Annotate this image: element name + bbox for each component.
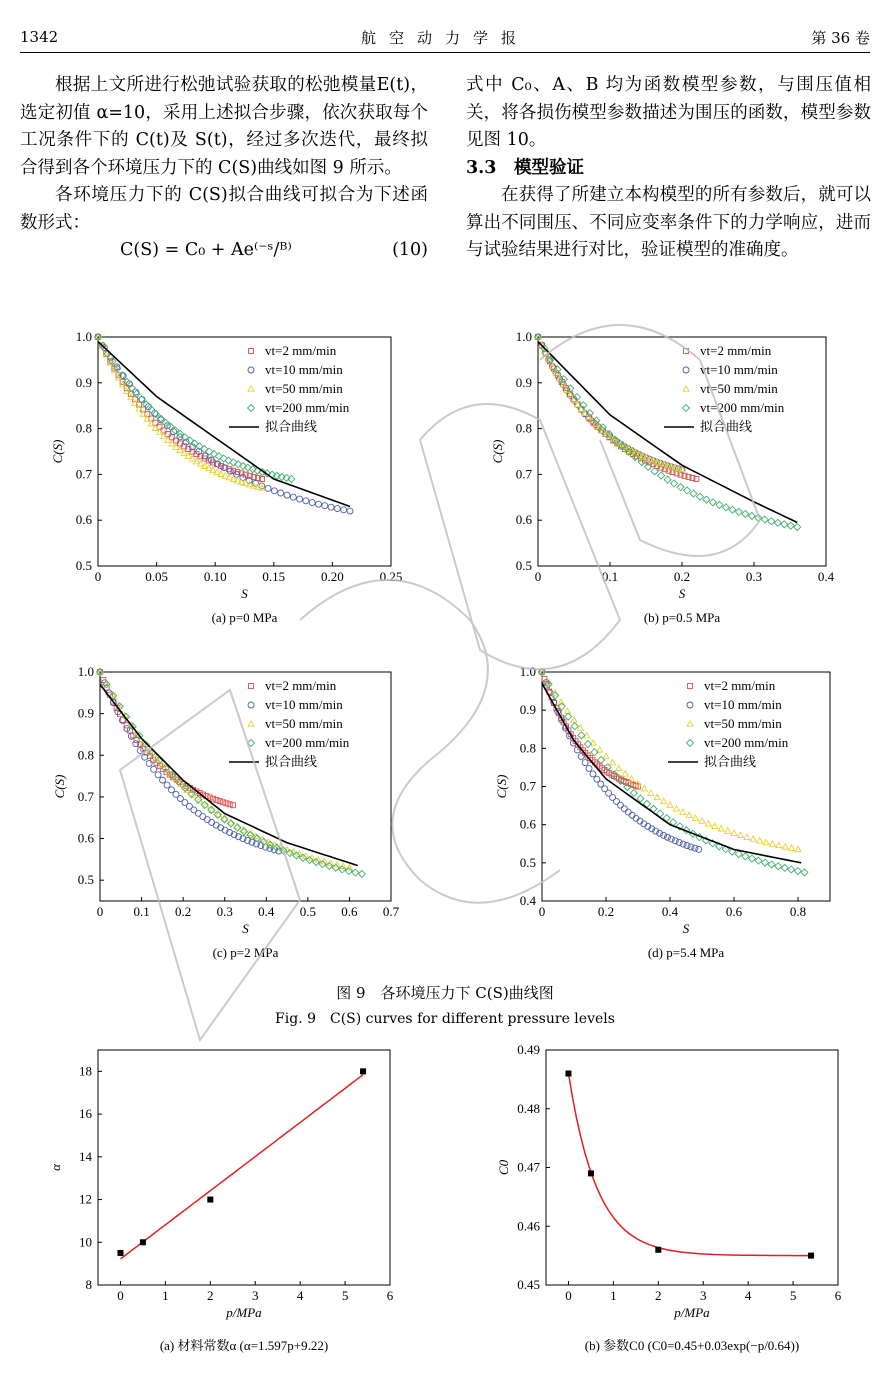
data-point — [155, 772, 161, 778]
data-point — [290, 494, 296, 500]
x-axis-label: S — [242, 921, 249, 936]
data-point — [278, 490, 284, 496]
legend-label: 拟合曲线 — [265, 754, 318, 769]
data-point — [684, 487, 691, 494]
data-point — [687, 740, 694, 747]
data-point — [265, 485, 271, 491]
plot-frame — [98, 1050, 390, 1285]
data-point — [629, 776, 635, 781]
data-point — [725, 828, 731, 833]
y-tick-label: 0.5 — [75, 558, 92, 573]
y-tick-label: 0.9 — [75, 374, 92, 390]
data-point — [248, 721, 254, 726]
x-tick-label: 6 — [386, 1288, 394, 1303]
y-axis-label: C(S) — [52, 774, 67, 799]
y-tick-label: 1.0 — [515, 329, 532, 344]
data-point — [683, 367, 689, 373]
data-point — [160, 777, 166, 783]
data-point — [684, 843, 690, 849]
x-tick-label: 0 — [538, 904, 546, 919]
legend-label: vt=50 mm/min — [700, 381, 778, 396]
y-tick-label: 8 — [85, 1277, 92, 1292]
data-point — [309, 500, 315, 506]
chart-caption: (b) p=0.5 MPa — [643, 610, 721, 625]
x-tick-label: 0.15 — [262, 569, 286, 584]
y-tick-label: 0.7 — [515, 466, 532, 482]
right-column — [466, 72, 871, 265]
legend-label: vt=50 mm/min — [265, 716, 343, 731]
legend-label: vt=10 mm/min — [704, 697, 782, 712]
legend-label: vt=2 mm/min — [700, 343, 772, 358]
data-point — [731, 830, 737, 835]
data-point — [788, 866, 795, 873]
legend-label: vt=10 mm/min — [265, 697, 343, 712]
paragraph: 式中 C₀、A、B 均为函数模型参数，与围压值相关，将各损伤模型参数描述为围压的函数，模型参数见图 10。 — [466, 75, 871, 150]
data-point — [616, 765, 622, 770]
data-point — [781, 864, 788, 871]
x-axis-label: p/MPa — [674, 1305, 710, 1320]
data-point — [763, 839, 769, 844]
data-point — [213, 822, 219, 828]
y-tick-label: 0.9 — [77, 705, 94, 721]
y-tick-label: 0.6 — [515, 512, 532, 528]
x-tick-label: 4 — [296, 1288, 304, 1303]
data-point — [341, 507, 347, 513]
data-point — [586, 765, 592, 771]
y-tick-label: 0.45 — [517, 1277, 540, 1292]
x-tick-label: 1 — [162, 1288, 169, 1303]
data-point — [578, 753, 584, 759]
data-point — [117, 1250, 123, 1256]
y-tick-label: 0.8 — [75, 420, 92, 436]
x-tick-label: 6 — [834, 1288, 842, 1303]
data-point — [582, 760, 588, 766]
data-point — [709, 499, 716, 506]
plot-frame — [538, 337, 826, 566]
data-point — [774, 519, 781, 526]
x-tick-label: 2 — [655, 1288, 662, 1303]
data-point — [748, 855, 755, 862]
x-tick-label: 0.10 — [203, 569, 227, 584]
plot-frame — [100, 672, 391, 901]
equation-number: (10) — [392, 240, 428, 260]
figure-9-caption-en: Fig. 9 C(S) curves for different pressure levels — [275, 1011, 615, 1027]
x-tick-label: 0.4 — [817, 569, 835, 584]
x-tick-label: 0.7 — [382, 904, 400, 919]
x-tick-label: 0 — [96, 904, 104, 919]
y-axis-label: α — [48, 1164, 63, 1171]
data-point — [680, 841, 686, 847]
data-point — [697, 493, 704, 500]
legend-label: 拟合曲线 — [265, 419, 318, 434]
legend-label: 拟合曲线 — [704, 754, 757, 769]
data-point — [781, 521, 788, 528]
data-point — [613, 798, 619, 804]
chart-9c — [30, 660, 430, 970]
data-point — [211, 796, 216, 801]
data-point — [703, 496, 710, 503]
fit-curve — [121, 1075, 364, 1259]
y-tick-label: 0.5 — [77, 872, 94, 888]
legend-label: vt=2 mm/min — [265, 678, 337, 693]
data-point — [322, 503, 328, 509]
x-tick-label: 3 — [251, 1288, 259, 1303]
data-point — [687, 721, 693, 726]
data-point — [750, 836, 756, 841]
y-tick-label: 0.49 — [517, 1042, 540, 1057]
data-point — [303, 498, 309, 504]
data-point — [220, 455, 227, 462]
data-point — [737, 832, 743, 837]
data-point — [297, 496, 303, 502]
y-tick-label: 0.5 — [515, 558, 532, 573]
data-point — [200, 814, 206, 820]
chart-caption: (c) p=2 MPa — [212, 945, 279, 960]
x-tick-label: 2 — [207, 1288, 214, 1303]
x-tick-label: 0.1 — [133, 904, 150, 919]
legend-label: vt=200 mm/min — [700, 400, 785, 415]
data-point — [769, 841, 775, 846]
data-point — [315, 501, 321, 507]
data-point — [248, 702, 254, 708]
legend-label: vt=50 mm/min — [704, 716, 782, 731]
data-point — [705, 821, 711, 826]
data-point — [207, 1197, 213, 1203]
y-tick-label: 0.9 — [519, 702, 536, 718]
x-tick-label: 5 — [341, 1288, 349, 1303]
x-tick-label: 0.2 — [673, 569, 691, 584]
left-column — [20, 72, 428, 265]
x-axis-label: p/MPa — [226, 1305, 262, 1320]
data-point — [571, 723, 578, 730]
x-tick-label: 0.6 — [341, 904, 358, 919]
data-point — [748, 512, 755, 519]
data-point — [699, 818, 705, 823]
chart-9a — [30, 325, 430, 635]
data-point — [248, 405, 255, 412]
data-point — [680, 809, 686, 814]
data-point — [795, 846, 801, 851]
data-point — [673, 806, 679, 811]
data-point — [584, 741, 591, 748]
data-point — [151, 766, 157, 772]
x-tick-label: 0.3 — [216, 904, 233, 919]
data-point — [641, 786, 647, 791]
equation-10 — [20, 237, 428, 265]
data-point — [206, 448, 213, 455]
data-point — [676, 839, 682, 845]
paragraph: 各环境压力下的 C(S)拟合曲线可拟合为下述函数形式： — [20, 185, 428, 233]
data-point — [654, 794, 660, 799]
data-point — [629, 812, 635, 818]
x-tick-label: 0 — [565, 1288, 572, 1303]
y-tick-label: 0.6 — [75, 512, 92, 528]
equation-body: C(S) = C₀ + Ae⁽⁻ˢ/ᴮ⁾ — [120, 240, 292, 260]
y-tick-label: 10 — [79, 1234, 92, 1250]
y-tick-label: 12 — [79, 1191, 92, 1207]
data-point — [687, 702, 693, 708]
y-axis-label: C(S) — [494, 774, 509, 799]
data-point — [672, 838, 678, 844]
data-point — [140, 1239, 146, 1245]
fit-curve — [569, 1074, 812, 1256]
data-point — [661, 798, 667, 803]
data-point — [794, 867, 801, 874]
data-point — [655, 1247, 661, 1253]
data-point — [588, 1170, 594, 1176]
legend-label: vt=200 mm/min — [265, 400, 350, 415]
data-point — [630, 790, 637, 797]
paragraph: 在获得了所建立本构模型的所有参数后，就可以算出不同围压、不同应变率条件下的力学响应，进而与试验结果进行对比，验证模型的准确度。 — [466, 185, 871, 260]
x-axis-label: S — [678, 586, 686, 601]
y-tick-label: 1.0 — [75, 329, 92, 344]
y-tick-label: 14 — [79, 1148, 92, 1164]
legend-label: vt=10 mm/min — [700, 362, 778, 377]
data-point — [787, 522, 794, 529]
data-point — [625, 809, 631, 815]
x-tick-label: 0.25 — [379, 569, 403, 584]
x-tick-label: 1 — [610, 1288, 617, 1303]
y-tick-label: 0.4 — [519, 893, 536, 908]
data-point — [248, 386, 254, 391]
data-point — [249, 349, 254, 354]
section-heading: 3.3 模型验证 — [466, 157, 584, 178]
data-point — [742, 510, 749, 517]
y-tick-label: 0.6 — [519, 816, 536, 832]
x-tick-label: 0.4 — [661, 904, 679, 919]
chart-10a — [30, 1040, 430, 1360]
data-point — [688, 684, 693, 689]
page-header — [20, 18, 870, 53]
data-point — [696, 846, 702, 852]
x-axis-label: S — [682, 921, 690, 936]
x-tick-label: 4 — [744, 1288, 752, 1303]
data-point — [565, 1071, 571, 1077]
x-tick-label: 0.1 — [601, 569, 619, 584]
data-point — [742, 853, 749, 860]
x-tick-label: 0.2 — [597, 904, 615, 919]
data-point — [334, 506, 340, 512]
y-axis-label: C0 — [496, 1159, 511, 1176]
chart-caption: (b) 参数C0 (C0=0.45+0.03exp(−p/0.64)) — [584, 1338, 800, 1353]
data-point — [735, 508, 742, 515]
data-point — [211, 451, 218, 458]
y-tick-label: 0.7 — [519, 778, 536, 794]
data-point — [227, 468, 233, 474]
data-point — [782, 844, 788, 849]
data-point — [761, 516, 768, 523]
legend-label: vt=2 mm/min — [265, 343, 337, 358]
x-tick-label: 0 — [117, 1288, 124, 1303]
data-point — [358, 870, 365, 877]
data-point — [249, 684, 254, 689]
x-tick-label: 0 — [534, 569, 542, 584]
x-tick-label: 0.2 — [175, 904, 192, 919]
data-point — [729, 506, 736, 513]
data-point — [801, 869, 808, 876]
data-point — [768, 518, 775, 525]
y-tick-label: 0.6 — [77, 830, 94, 846]
y-axis-label: C(S) — [50, 439, 65, 464]
data-point — [248, 367, 254, 373]
data-point — [692, 845, 698, 851]
legend-label: vt=50 mm/min — [265, 381, 343, 396]
data-point — [271, 488, 277, 494]
data-point — [571, 717, 577, 722]
legend-label: vt=10 mm/min — [265, 362, 343, 377]
x-tick-label: 0.8 — [789, 904, 807, 919]
data-point — [755, 514, 762, 521]
data-point — [621, 806, 627, 812]
y-tick-label: 0.47 — [517, 1159, 540, 1175]
data-point — [677, 484, 684, 491]
y-tick-label: 0.9 — [515, 374, 532, 390]
y-tick-label: 0.7 — [75, 466, 92, 482]
y-tick-label: 0.46 — [517, 1218, 540, 1234]
x-tick-label: 0.6 — [725, 904, 743, 919]
data-point — [757, 838, 763, 843]
data-point — [542, 676, 547, 681]
x-tick-label: 0.4 — [258, 904, 275, 919]
x-axis-label: S — [241, 586, 248, 601]
data-point — [690, 490, 697, 497]
figure-9-caption-cn: 图 9 各环境压力下 C(S)曲线图 — [336, 984, 554, 1002]
data-point — [683, 386, 689, 391]
y-tick-label: 18 — [79, 1063, 92, 1079]
data-point — [762, 859, 769, 866]
data-point — [164, 782, 170, 788]
data-point — [776, 842, 782, 847]
plot-frame — [98, 337, 391, 566]
journal-name: 航空动力学报 — [360, 29, 529, 47]
legend-label: 拟合曲线 — [700, 419, 753, 434]
data-point — [603, 753, 609, 758]
data-point — [755, 857, 762, 864]
y-tick-label: 0.48 — [517, 1100, 540, 1116]
data-point — [664, 476, 671, 483]
x-tick-label: 3 — [699, 1288, 707, 1303]
y-tick-label: 0.5 — [519, 854, 536, 870]
data-point — [688, 844, 694, 850]
data-point — [808, 1253, 814, 1259]
data-point — [768, 861, 775, 868]
data-point — [794, 524, 801, 531]
y-tick-label: 0.8 — [519, 740, 536, 756]
legend-label: vt=200 mm/min — [704, 735, 789, 750]
data-point — [712, 823, 718, 828]
data-point — [693, 815, 699, 820]
data-point — [648, 790, 654, 795]
y-axis-label: C(S) — [490, 439, 505, 464]
data-point — [744, 834, 750, 839]
data-point — [617, 802, 623, 808]
data-point — [590, 771, 596, 777]
y-tick-label: 1.0 — [77, 664, 94, 679]
x-tick-label: 0.05 — [145, 569, 168, 584]
data-point — [161, 433, 167, 438]
chart-9d — [478, 660, 858, 970]
x-tick-label: 5 — [789, 1288, 797, 1303]
volume-label: 第 36 卷 — [811, 29, 870, 47]
chart-caption: (a) p=0 MPa — [211, 610, 278, 625]
data-point — [671, 480, 678, 487]
x-tick-label: 0.3 — [745, 569, 763, 584]
chart-9b — [478, 325, 858, 635]
data-point — [146, 760, 152, 766]
data-point — [248, 740, 255, 747]
data-point — [658, 472, 665, 479]
paragraph: 根据上文所进行松弛试验获取的松弛模量E(t)，选定初值 α=10，采用上述拟合步骤，依次获取每个工况条件下的 C(t)及 S(t)，经过多次迭代，最终拟合得到各个环境压力下的 C(S)曲线如图 9 所示。 — [20, 75, 428, 178]
x-tick-label: 0 — [94, 569, 102, 584]
data-point — [204, 817, 210, 823]
legend-label: vt=2 mm/min — [704, 678, 776, 693]
chart-10b — [478, 1040, 858, 1360]
data-point — [215, 453, 222, 460]
data-point — [284, 847, 290, 852]
y-tick-label: 1.0 — [519, 664, 536, 679]
legend-label: vt=200 mm/min — [265, 735, 350, 750]
x-tick-label: 0.20 — [321, 569, 344, 584]
data-point — [789, 845, 795, 850]
data-point — [284, 492, 290, 498]
data-point — [565, 708, 571, 713]
data-point — [209, 819, 215, 825]
data-point — [775, 863, 782, 870]
data-point — [718, 826, 724, 831]
y-tick-label: 0.8 — [515, 420, 532, 436]
page-number: 1342 — [20, 28, 59, 46]
data-point — [686, 812, 692, 817]
data-point — [334, 862, 340, 867]
data-point — [128, 733, 134, 739]
data-point — [667, 802, 673, 807]
y-tick-label: 16 — [79, 1106, 92, 1122]
data-point — [609, 759, 615, 764]
data-point — [684, 349, 689, 354]
data-point — [622, 771, 628, 776]
y-tick-label: 0.8 — [77, 747, 94, 763]
data-point — [360, 1068, 366, 1074]
chart-caption: (d) p=5.4 MPa — [647, 945, 725, 960]
data-point — [347, 508, 353, 514]
data-point — [328, 504, 334, 510]
y-tick-label: 0.7 — [77, 788, 94, 804]
x-tick-label: 0.5 — [299, 904, 316, 919]
chart-caption: (a) 材料常数α (α=1.597p+9.22) — [159, 1338, 329, 1353]
data-point — [683, 405, 690, 412]
